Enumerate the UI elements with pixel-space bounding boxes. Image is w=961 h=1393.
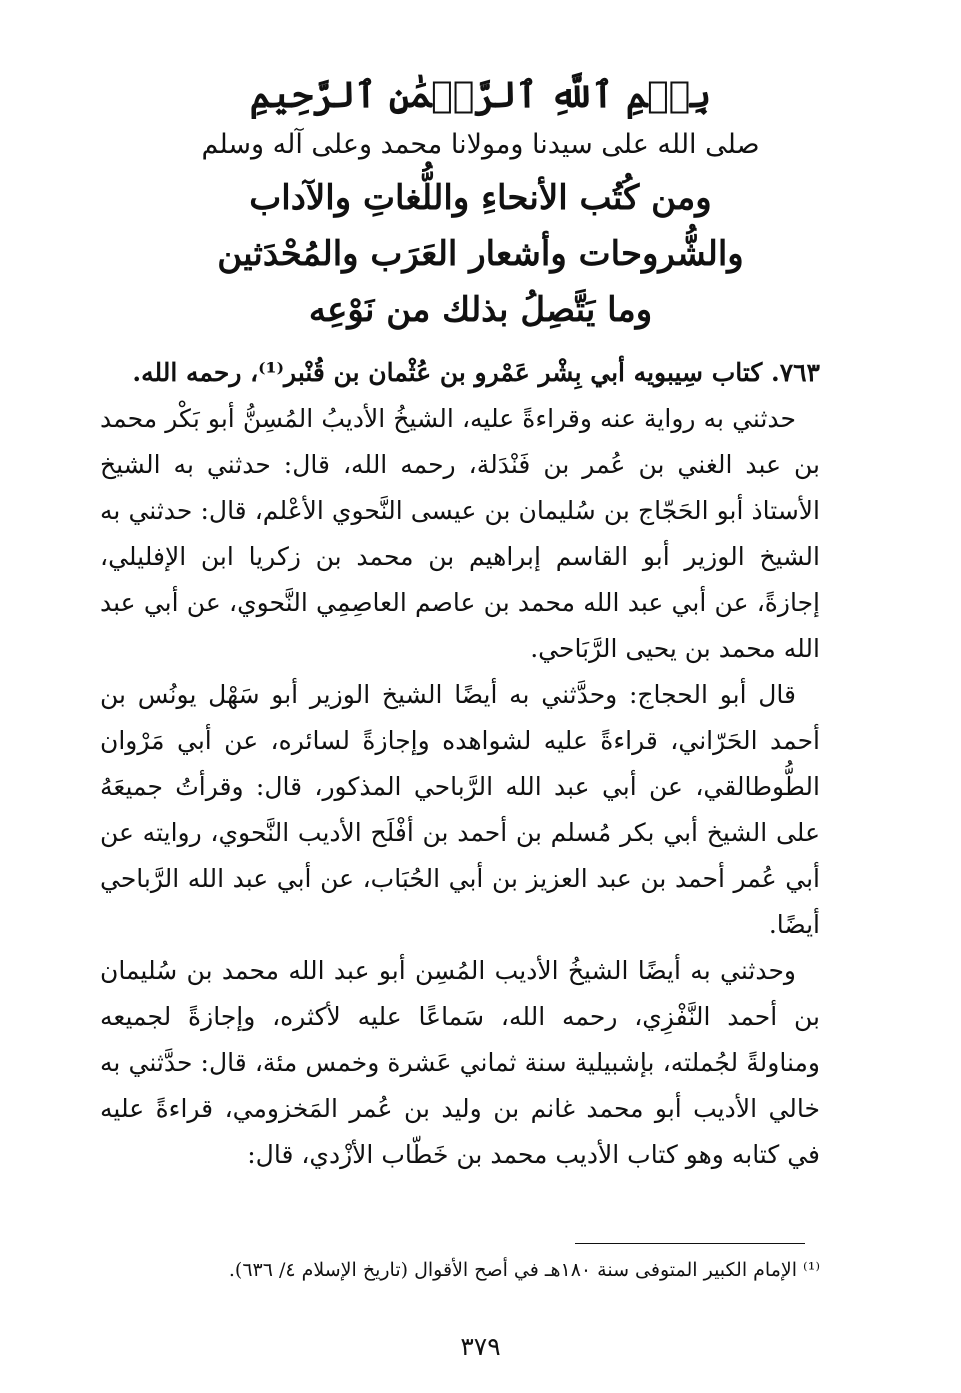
page-header <box>120 70 841 338</box>
paragraph-3: وحدثني به أيضًا الشيخُ الأديب المُسِن أبو عبد الله محمد بن سُليمان بن أحمد النَّفْزِي، رحمه الله، سَماعًا عليه لأكثره، وإجازةً لجميعه ومناولةً لجُملته، بإشبيلية سنة ثماني عَشرة وخمس مئة، قال: حدَّثني به خالي الأديب أبو محمد غانم بن وليد بن عُمر المَخزومي، قراءةً عليه في كتابه وهو كتاب الأديب محمد بن خَطّاب الأزْدي، قال: <box>100 956 820 1169</box>
basmala: بِسۡمِ ٱللَّهِ ٱلرَّحۡمَٰنِ ٱلرَّحِيمِ <box>249 74 712 116</box>
footnote: ⁽¹⁾ الإمام الكبير المتوفى سنة ١٨٠هـ في أصح الأقوال (تاريخ الإسلام ٤/ ٦٣٦). <box>228 1259 820 1281</box>
footnote-divider <box>575 1243 805 1244</box>
section-title-line-3: وما يَتَّصِلُ بذلك من نَوْعِه <box>308 290 653 330</box>
paragraph-2: قال أبو الحجاج: وحدَّثني به أيضًا الشيخ الوزير أبو سَهْل يونُس بن أحمد الحَرّاني، قراءةً عليه لشواهده وإجازةً لسائره، عن أبي مَرْوان الطُّوطالقي، عن أبي عبد الله الرَّباحي المذكور، قال: وقرأتُ جميعَهُ على الشيخ أبي بكر مُسلم بن أحمد بن أفْلَح الأديب النَّحوي، روايته عن أبي عُمر أحمد بن عبد العزيز بن أبي الحُبَاب، عن أبي عبد الله الرَّباحي أيضًا. <box>100 680 820 939</box>
entry-title: ٧٦٣. كتاب سِيبويه أبي بِشْر عَمْرو بن عُثْمان بن قُنْبر⁽¹⁾، رحمه الله. <box>132 358 820 387</box>
paragraph-1: حدثني به رواية عنه وقراءةً عليه، الشيخُ الأديبُ المُسِنُّ أبو بَكْر محمد بن عبد الغني بن عُمر بن فَنْدَلة، رحمه الله، قال: حدثني به الشيخ الأستاذ أبو الحَجّاج بن سُليمان بن عيسى النَّحوي الأعْلم، قال: حدثني به الشيخ الوزير أبو القاسم إبراهيم بن محمد بن زكريا ابن الإفليلي، إجازةً، عن أبي عبد الله محمد بن عاصم العاصِمِي النَّحوي، عن أبي عبد الله محمد بن يحيى الرَّبَاحي. <box>100 404 820 663</box>
main-text <box>100 350 820 1178</box>
section-title-line-1: ومن كُتُب الأنحاءِ واللُّغاتِ والآداب <box>249 178 712 218</box>
section-title-line-2: والشُّروحات وأشعار العَرَب والمُحْدَثين <box>217 234 744 274</box>
page-number: ٣٧٩ <box>460 1332 501 1361</box>
salawat-line: صلى الله على سيدنا ومولانا محمد وعلى آله وسلم <box>201 129 760 160</box>
